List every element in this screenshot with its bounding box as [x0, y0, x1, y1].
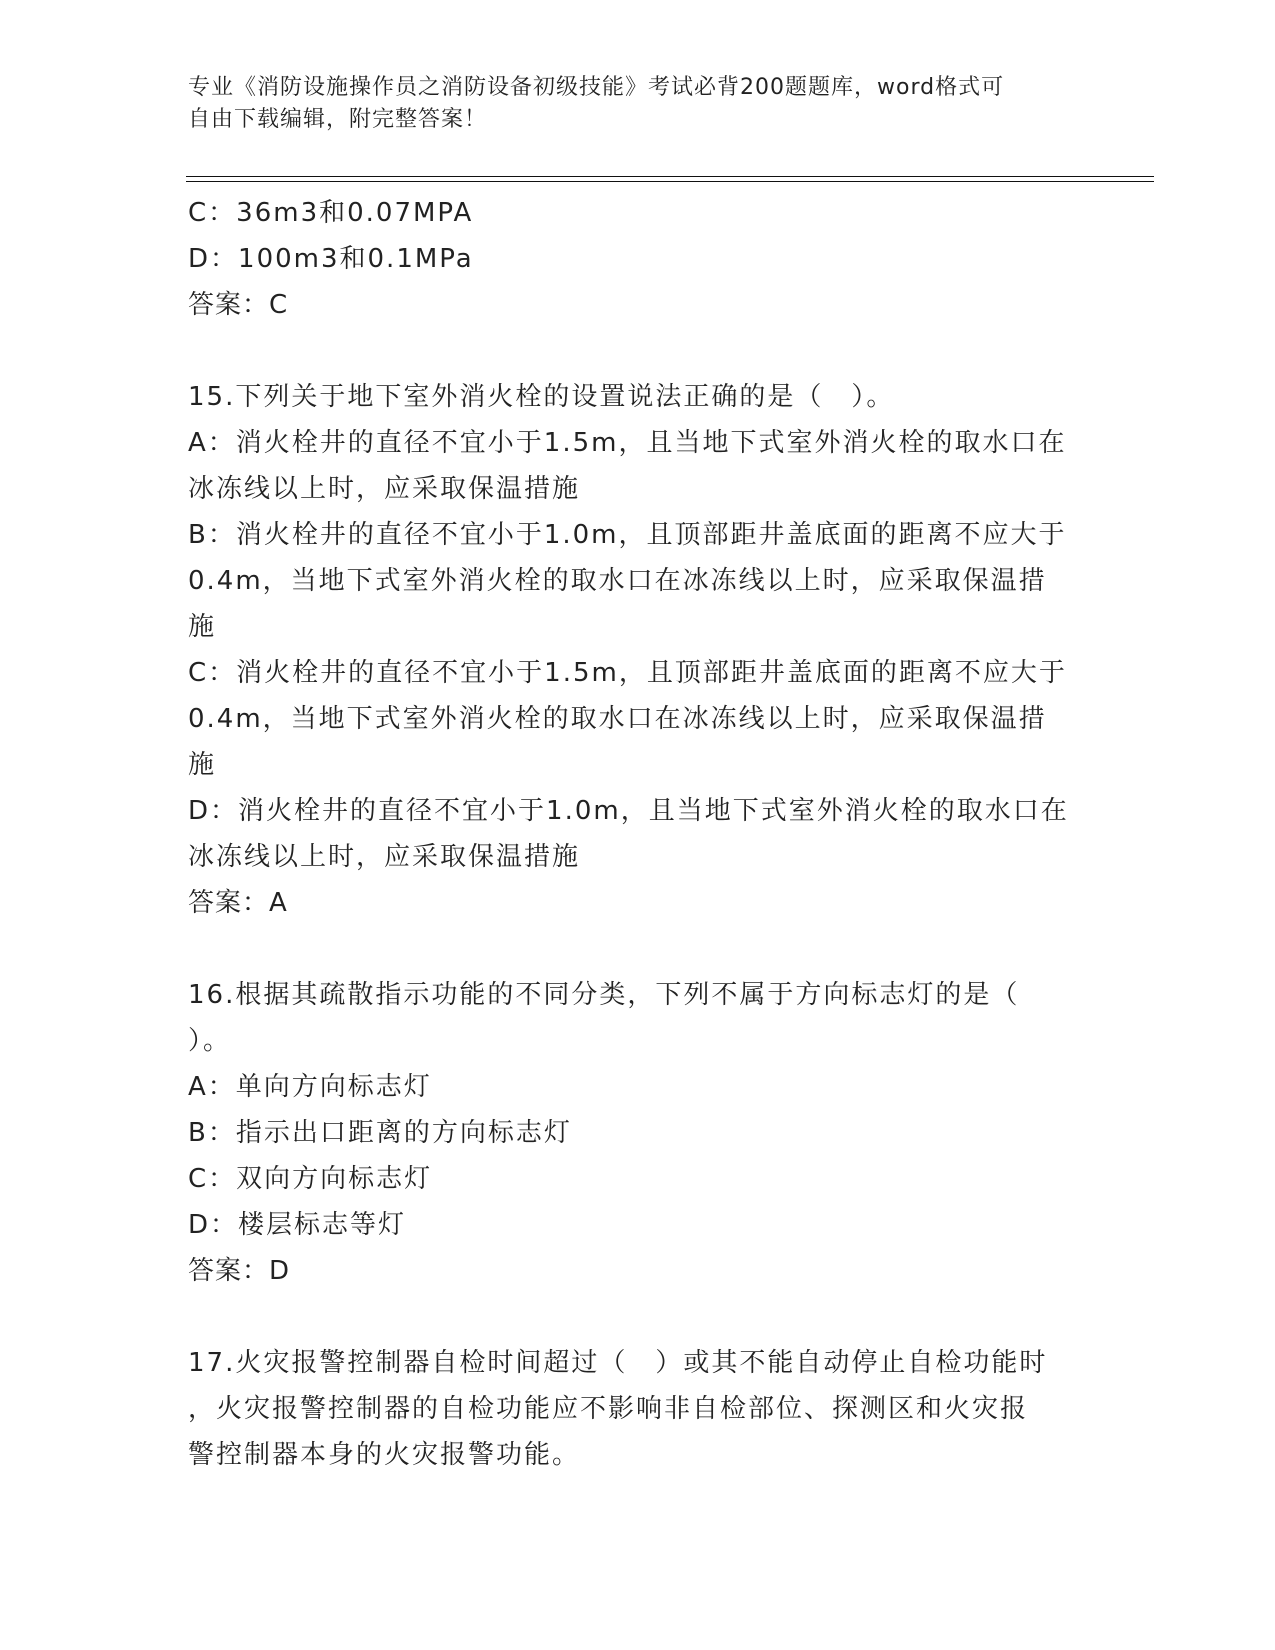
option-line: B：消火栓井的直径不宜小于1.0m，且顶部距井盖底面的距离不应大于: [188, 520, 1067, 550]
header-title-line-2: 自由下载编辑，附完整答案！: [188, 107, 488, 132]
option-c: C：36m3和0.07MPA: [188, 198, 474, 228]
option-d: D：100m3和0.1MPa: [188, 244, 474, 274]
answer-line: 答案：A: [188, 888, 288, 918]
document-body: [188, 190, 1088, 1478]
question-17: [188, 1340, 1088, 1478]
header-divider-bottom: [186, 181, 1154, 182]
option-line: 0.4m，当地下式室外消火栓的取水口在冰冻线以上时，应采取保温措: [188, 566, 1047, 596]
spacer: [188, 926, 1088, 972]
option-line: 施: [188, 750, 217, 780]
question-stem: 警控制器本身的火灾报警功能。: [188, 1440, 581, 1470]
question-stem: 16.根据其疏散指示功能的不同分类，下列不属于方向标志灯的是（: [188, 980, 1020, 1010]
option-line: 冰冻线以上时，应采取保温措施: [188, 842, 581, 872]
option-d: D：楼层标志等灯: [188, 1210, 407, 1240]
option-line: C：消火栓井的直径不宜小于1.5m，且顶部距井盖底面的距离不应大于: [188, 658, 1067, 688]
option-line: D：消火栓井的直径不宜小于1.0m，且当地下式室外消火栓的取水口在: [188, 796, 1069, 826]
option-line: 施: [188, 612, 217, 642]
question-stem: ，火灾报警控制器的自检功能应不影响非自检部位、探测区和火灾报: [188, 1394, 1029, 1424]
option-line: 0.4m，当地下式室外消火栓的取水口在冰冻线以上时，应采取保温措: [188, 704, 1047, 734]
option-b: B：指示出口距离的方向标志灯: [188, 1118, 572, 1148]
question-15: [188, 374, 1088, 926]
option-a: A：单向方向标志灯: [188, 1072, 432, 1102]
option-c: C：双向方向标志灯: [188, 1164, 433, 1194]
answer-line: 答案：C: [188, 290, 289, 320]
header-divider-top: [186, 176, 1154, 177]
answer-line: 答案：D: [188, 1256, 291, 1286]
question-16: [188, 972, 1088, 1294]
option-line: 冰冻线以上时，应采取保温措施: [188, 474, 581, 504]
question-stem: ）。: [188, 1026, 232, 1056]
question-stem: 17.火灾报警控制器自检时间超过（ ）或其不能自动停止自检功能时: [188, 1348, 1048, 1378]
spacer: [188, 1294, 1088, 1340]
header-title-line-1: 专业《消防设施操作员之消防设备初级技能》考试必背200题题库，word格式可: [188, 75, 1005, 100]
question-14-continued: [188, 190, 1088, 328]
document-header: [188, 72, 1088, 136]
question-stem: 15.下列关于地下室外消火栓的设置说法正确的是（ ）。: [188, 382, 895, 412]
spacer: [188, 328, 1088, 374]
option-line: A：消火栓井的直径不宜小于1.5m，且当地下式室外消火栓的取水口在: [188, 428, 1067, 458]
